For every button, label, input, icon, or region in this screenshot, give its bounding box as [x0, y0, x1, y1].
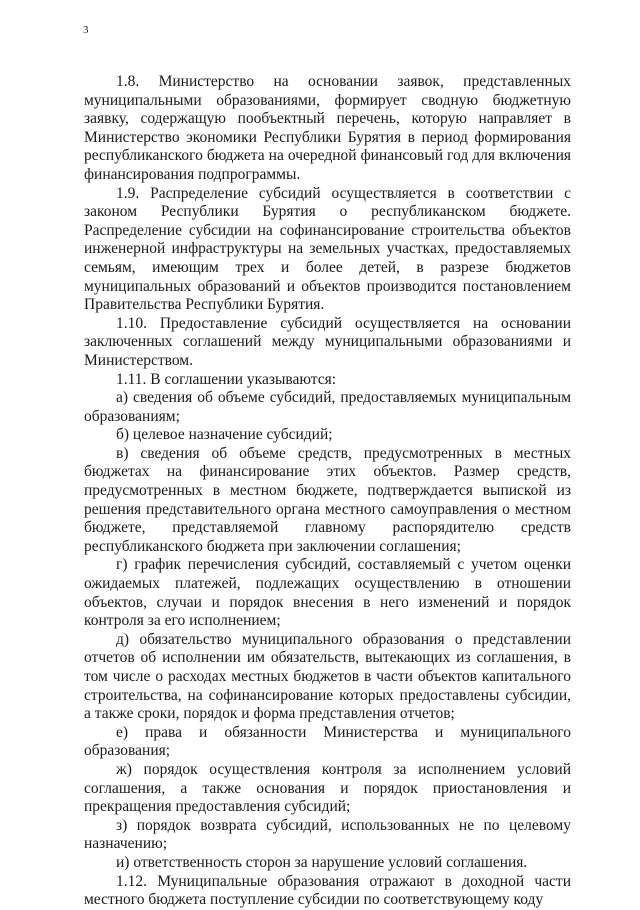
list-item-d: д) обязательство муниципального образования о представлении отчетов об исполнении им обязательств, вытекающих из соглашения, в том числе о расходах местных бюджетов в части объектов капитального строительства, на софинансирование которых предоставлены субсидии, а также сроки, порядок и форма представления отчетов;	[84, 630, 571, 723]
list-item-e: е) права и обязанности Министерства и муниципального образования;	[84, 723, 571, 760]
document-body	[84, 73, 571, 910]
list-item-i: и) ответственность сторон за нарушение условий соглашения.	[116, 853, 528, 871]
list-item-b: б) целевое назначение субсидий;	[116, 426, 333, 444]
page-number: 3	[83, 24, 89, 36]
list-item-z: з) порядок возврата субсидий, использованных не по целевому назначению;	[84, 816, 571, 853]
list-item-g: г) график перечисления субсидий, составляемый с учетом оценки ожидаемых платежей, подлежащих осуществлению в отношении объектов, случаи и порядок внесения в него изменений и порядок контроля за его исполнением;	[84, 556, 571, 630]
paragraph-1-10: 1.10. Предоставление субсидий осуществляется на основании заключенных соглашений между муниципальными образованиями и Министерством.	[84, 314, 571, 369]
list-item-v: в) сведения об объеме средств, предусмотренных в местных бюджетах на финансирование этих объектов. Размер средств, предусмотренных в местном бюджете, подтверждается выпиской из решения представительного органа местного самоуправления о местном бюджете, представляемой главному распорядителю средств республиканского бюджета при заключении соглашения;	[84, 444, 571, 555]
paragraph-1-11: 1.11. В соглашении указываются:	[116, 370, 337, 388]
paragraph-1-12: 1.12. Муниципальные образования отражают в доходной части местного бюджета поступление субсидии по соответствующему коду	[84, 872, 571, 909]
paragraph-1-8: 1.8. Министерство на основании заявок, представленных муниципальными образованиями, формирует сводную бюджетную заявку, содержащую пообъектный перечень, которую направляет в Министерство экономики Республики Бурятия в период формирования республиканского бюджета на очередной финансовый год для включения финансирования подпрограммы.	[84, 73, 571, 183]
list-item-a: а) сведения об объеме субсидий, предоставляемых муниципальным образованиям;	[84, 389, 571, 425]
list-item-zh: ж) порядок осуществления контроля за исполнением условий соглашения, а также основания и порядок приостановления и прекращения предоставления субсидий;	[84, 760, 571, 816]
paragraph-1-9: 1.9. Распределение субсидий осуществляется в соответствии с законом Республики Бурятия о республиканском бюджете. Распределение субсидии на софинансирование строительства объектов инженерной инфраструктуры на земельных участках, предоставляемых семьям, имеющим трех и более детей, в разрезе бюджетов муниципальных образований и объектов производится постановлением Правительства Республики Бурятия.	[84, 184, 571, 314]
